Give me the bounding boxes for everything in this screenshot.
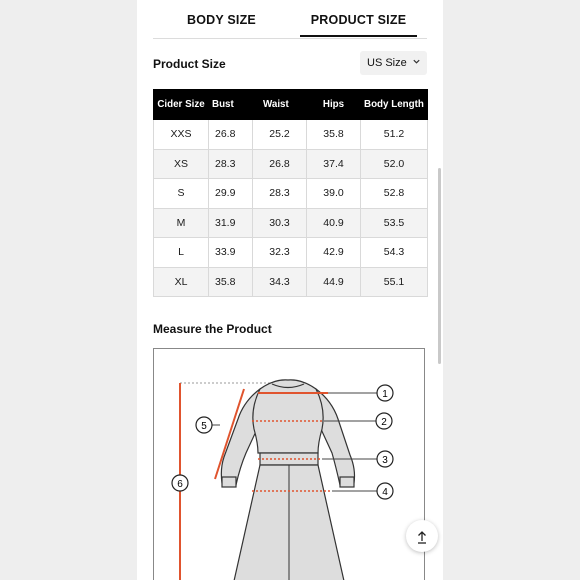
table-header-row xyxy=(154,90,428,120)
table-row xyxy=(154,238,428,268)
table-row xyxy=(154,120,428,150)
table-cell: 33.9 xyxy=(209,238,253,268)
scrollbar[interactable] xyxy=(438,168,441,364)
table-cell: 52.0 xyxy=(361,149,428,179)
active-tab-indicator xyxy=(300,35,417,37)
table-cell: 32.3 xyxy=(253,238,307,268)
marker-3 xyxy=(377,451,393,467)
table-cell: 25.2 xyxy=(253,120,307,150)
product-size-title: Product Size xyxy=(153,57,226,71)
table-cell: 54.3 xyxy=(361,238,428,268)
table-cell: 29.9 xyxy=(209,179,253,209)
column-header: Bust xyxy=(209,90,253,120)
table-cell: 28.3 xyxy=(253,179,307,209)
table-cell: L xyxy=(154,238,209,268)
size-guide-panel xyxy=(137,0,443,580)
svg-text:6: 6 xyxy=(177,479,183,490)
table-cell: XXS xyxy=(154,120,209,150)
table-cell: 37.4 xyxy=(307,149,361,179)
table-cell: 55.1 xyxy=(361,267,428,297)
size-tabs xyxy=(153,0,427,39)
table-cell: 51.2 xyxy=(361,120,428,150)
marker-4 xyxy=(377,483,393,499)
table-row xyxy=(154,208,428,238)
table-cell: 26.8 xyxy=(253,149,307,179)
tab-body-size[interactable]: BODY SIZE xyxy=(187,13,256,27)
marker-2 xyxy=(376,413,392,429)
table-cell: 42.9 xyxy=(307,238,361,268)
measurement-diagram xyxy=(153,348,425,580)
table-row xyxy=(154,149,428,179)
tab-product-size[interactable]: PRODUCT SIZE xyxy=(310,13,407,27)
product-size-table xyxy=(153,89,428,297)
table-cell: XS xyxy=(154,149,209,179)
table-cell: 28.3 xyxy=(209,149,253,179)
marker-5 xyxy=(196,417,212,433)
table-cell: XL xyxy=(154,267,209,297)
table-row xyxy=(154,267,428,297)
table-cell: 34.3 xyxy=(253,267,307,297)
svg-text:4: 4 xyxy=(382,487,388,498)
table-row xyxy=(154,179,428,209)
svg-text:5: 5 xyxy=(201,421,207,432)
table-cell: 26.8 xyxy=(209,120,253,150)
arrow-up-icon xyxy=(416,528,428,543)
unit-select-value: US Size xyxy=(367,57,407,69)
svg-text:2: 2 xyxy=(381,417,387,428)
table-cell: 39.0 xyxy=(307,179,361,209)
marker-1 xyxy=(377,385,393,401)
table-cell: 52.8 xyxy=(361,179,428,209)
column-header: Body Length xyxy=(361,90,428,120)
dress-illustration xyxy=(154,349,426,580)
table-cell: 30.3 xyxy=(253,208,307,238)
table-cell: 35.8 xyxy=(307,120,361,150)
table-cell: S xyxy=(154,179,209,209)
svg-text:3: 3 xyxy=(382,455,388,466)
chevron-down-icon xyxy=(412,51,421,75)
table-cell: 31.9 xyxy=(209,208,253,238)
table-cell: 53.5 xyxy=(361,208,428,238)
table-cell: 44.9 xyxy=(307,267,361,297)
table-cell: 35.8 xyxy=(209,267,253,297)
column-header: Cider Size xyxy=(154,90,209,120)
svg-text:1: 1 xyxy=(382,389,388,400)
unit-select[interactable] xyxy=(360,51,427,75)
column-header: Waist xyxy=(253,90,307,120)
table-cell: 40.9 xyxy=(307,208,361,238)
marker-6 xyxy=(172,475,188,491)
table-cell: M xyxy=(154,208,209,238)
measure-title: Measure the Product xyxy=(153,322,272,336)
back-to-top-button[interactable] xyxy=(406,520,438,552)
column-header: Hips xyxy=(307,90,361,120)
